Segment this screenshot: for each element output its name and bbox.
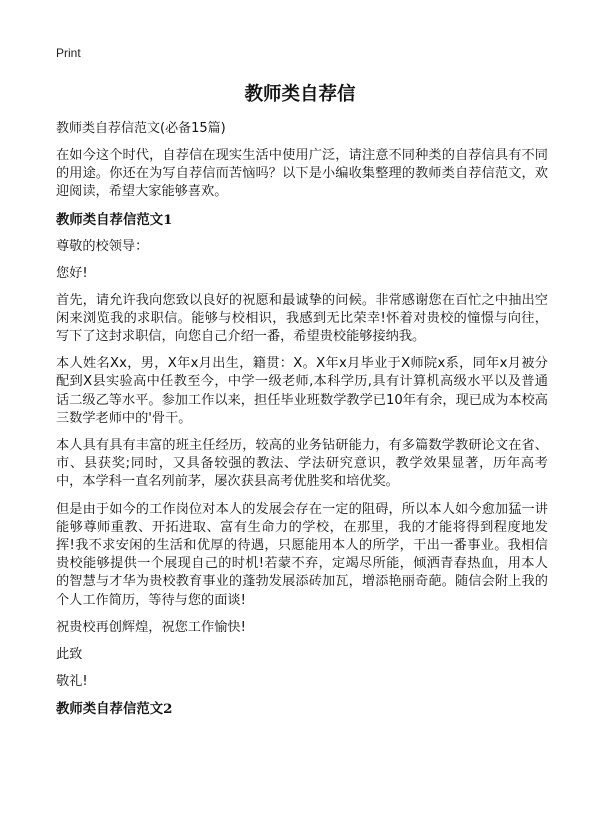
body-paragraph-3: 本人具有具有丰富的班主任经历，较高的业务钻研能力，有多篇数学教研论文在省、市、县获奖;同时，又具备较强的教法、学法研究意识，教学效果显著，历年高考中，本学科一直名列前茅，屡次获县高考优胜奖和培优奖。 — [56, 438, 548, 490]
page-title: 教师类自荐信 — [244, 84, 356, 105]
print-link[interactable]: Print — [56, 46, 81, 60]
article-subtitle: 教师类自荐信范文(必备15篇) — [56, 121, 226, 136]
salutation: 尊敬的校领导： — [56, 238, 149, 254]
section-heading-1: 教师类自荐信范文1 — [56, 211, 173, 228]
body-paragraph-1: 首先，请允许我向您致以良好的祝愿和最诚挚的问候。非常感谢您在百忙之中抽出空闲来浏览我的求职信。能够与校相识，我感到无比荣幸!怀着对贵校的憧憬与向往，写下了这封求职信，向您自己介绍一番，希望贵校能够接纳我。 — [56, 292, 548, 345]
section-heading-2: 教师类自荐信范文2 — [56, 700, 173, 717]
closing-line-1: 此致 — [56, 646, 83, 662]
body-paragraph-2: 本人姓名Xx，男，X年x月出生，籍贯：X。X年x月毕业于X师院x系，同年x月被分配到X县实验高中任教至今，中学一级老师,本科学历,具有计算机高级水平以及普通话二级乙等水平。参加工作以来，担任毕业班数学教学已10年有余，现已成为本校高三数学老师中的'骨干。 — [56, 356, 548, 426]
closing-line-2: 敬礼! — [56, 673, 88, 689]
greeting: 您好! — [56, 265, 88, 281]
closing-wish: 祝贵校再创辉煌，祝您工作愉快! — [56, 619, 246, 635]
intro-paragraph: 在如今这个时代，自荐信在现实生活中使用广泛，请注意不同种类的自荐信具有不同的用途。你还在为写自荐信而苦恼吗？以下是小编收集整理的教师类自荐信范文，欢迎阅读，希望大家能够喜欢。 — [56, 148, 548, 200]
article-body — [56, 120, 548, 727]
body-paragraph-4: 但是由于如今的工作岗位对本人的发展会存在一定的阻碍，所以本人如今愈加猛一讲能够尊师重教、开拓进取、富有生命力的学校，在那里，我的才能将得到程度地发挥!我不求安闲的生活和优厚的待遇，只愿能用本人的所学，干出一番事业。我相信贵校能够提供一个展现自己的时机!若蒙不弃，定竭尽所能，倾洒青春热血，用本人的智慧与才华为贵校教育事业的蓬勃发展添砖加瓦，增添艳丽奇葩。随信会附上我的个人工作简历，等待与您的面谈! — [56, 501, 548, 608]
